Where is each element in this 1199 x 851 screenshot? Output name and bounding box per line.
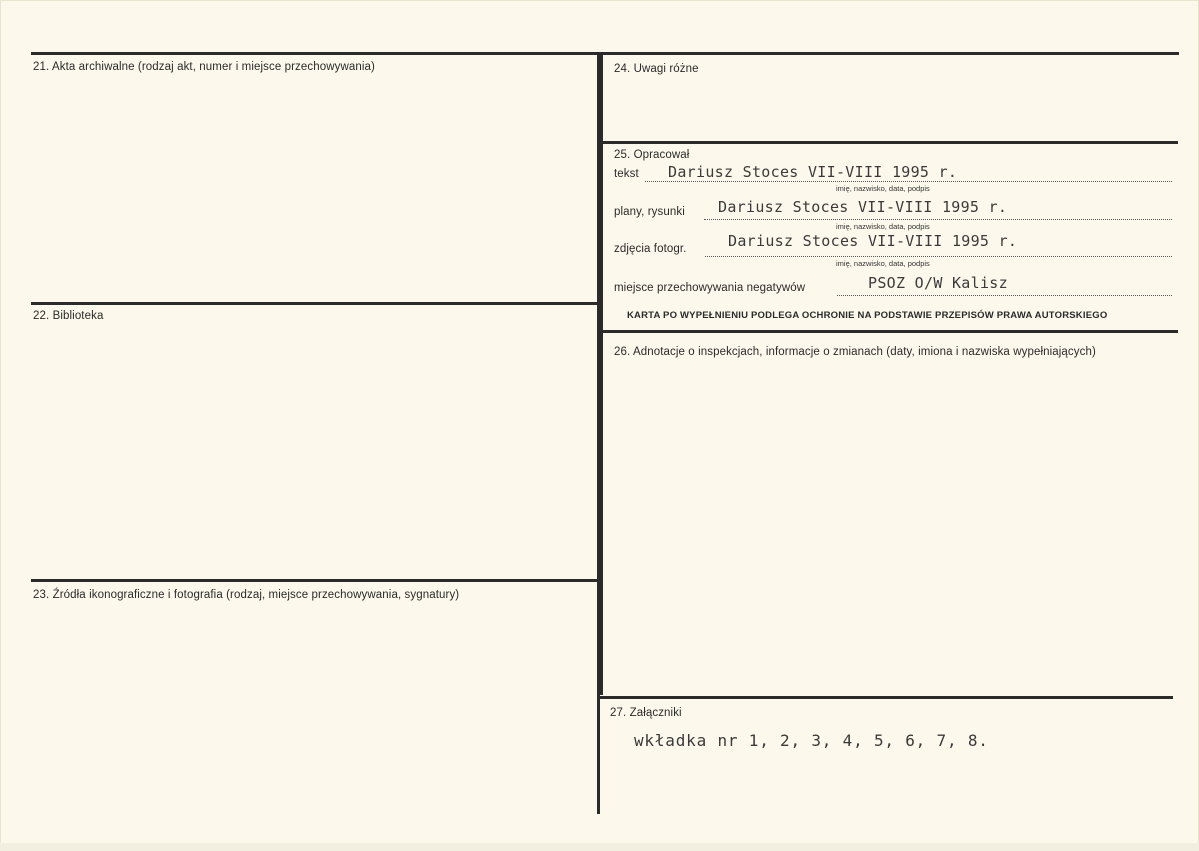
tekst-caption: imię, nazwisko, data, podpis (836, 184, 930, 193)
section-21-label: 21. Akta archiwalne (rodzaj akt, numer i miejsce przechowywania) (33, 61, 375, 73)
zdjecia-label: zdjęcia fotogr. (614, 243, 687, 255)
plany-dotted-line (704, 219, 1172, 220)
tekst-label: tekst (614, 168, 639, 180)
negatywy-label: miejsce przechowywania negatywów (614, 282, 806, 294)
top-rule (31, 52, 1179, 55)
tekst-value: Dariusz Stoces VII-VIII 1995 r. (668, 163, 958, 181)
negatywy-value: PSOZ O/W Kalisz (868, 274, 1008, 292)
right-column-divider (600, 52, 603, 695)
section-27-label: 27. Załączniki (610, 707, 682, 719)
zdjecia-value: Dariusz Stoces VII-VIII 1995 r. (728, 232, 1018, 250)
section-24-label: 24. Uwagi różne (614, 63, 699, 75)
zalaczniki-value: wkładka nr 1, 2, 3, 4, 5, 6, 7, 8. (634, 731, 989, 750)
rule-23 (31, 579, 599, 582)
copyright-notice: KARTA PO WYPEŁNIENIU PODLEGA OCHRONIE NA PODSTAWIE PRZEPISÓW PRAWA AUTORSKIEGO (627, 310, 1108, 321)
rule-27 (597, 696, 1173, 699)
tekst-dotted-line (645, 181, 1172, 182)
scan-bottom-edge (0, 843, 1199, 851)
rule-26 (600, 330, 1178, 333)
section-26-label: 26. Adnotacje o inspekcjach, informacje o zmianach (daty, imiona i nazwiska wypełniających) (614, 346, 1096, 358)
zdjecia-caption: imię, nazwisko, data, podpis (836, 259, 930, 268)
rule-22 (31, 302, 599, 305)
section-22-label: 22. Biblioteka (33, 310, 104, 322)
plany-label: plany, rysunki (614, 206, 685, 218)
rule-25 (600, 141, 1178, 144)
negatywy-dotted-line (837, 295, 1172, 296)
section-23-label: 23. Źródła ikonograficzne i fotografia (rodzaj, miejsce przechowywania, sygnatury) (33, 589, 460, 601)
plany-caption: imię, nazwisko, data, podpis (836, 222, 930, 231)
section-25-label: 25. Opracował (614, 149, 690, 161)
zdjecia-dotted-line (705, 256, 1172, 257)
plany-value: Dariusz Stoces VII-VIII 1995 r. (718, 198, 1008, 216)
